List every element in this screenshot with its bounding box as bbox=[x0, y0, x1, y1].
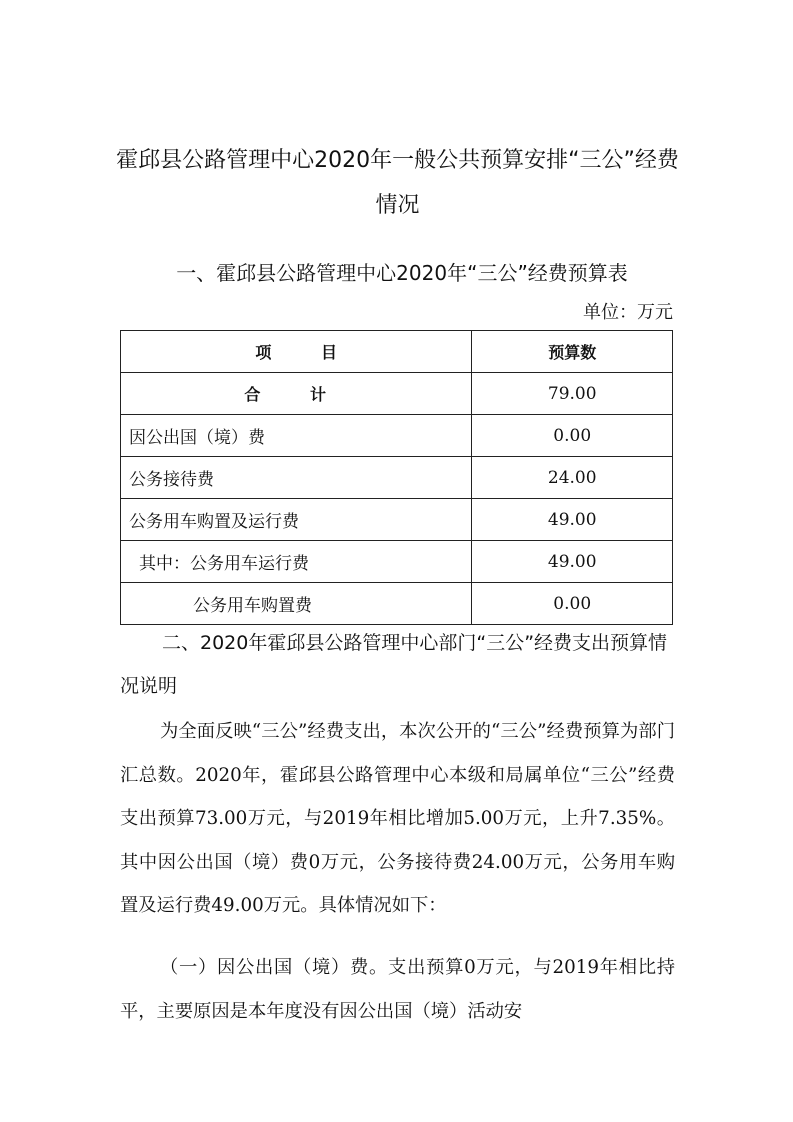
row-label: 公务接待费 bbox=[121, 457, 472, 499]
row-value: 49.00 bbox=[472, 499, 673, 541]
row-label: 其中：公务用车运行费 bbox=[121, 541, 472, 583]
table-row bbox=[121, 499, 673, 541]
total-value: 79.00 bbox=[472, 373, 673, 415]
section-heading-1: 一、霍邱县公路管理中心2020年“三公”经费预算表 bbox=[176, 261, 628, 285]
table-row-total bbox=[121, 373, 673, 415]
page-title: 霍邱县公路管理中心2020年一般公共预算安排“三公”经费情况 bbox=[116, 148, 679, 218]
row-label: 公务用车购置费 bbox=[121, 583, 472, 625]
table-row bbox=[121, 457, 673, 499]
budget-table bbox=[120, 330, 673, 625]
table-row bbox=[121, 583, 673, 625]
row-value: 0.00 bbox=[472, 583, 673, 625]
header-item: 项 目 bbox=[121, 331, 472, 373]
row-value: 24.00 bbox=[472, 457, 673, 499]
body-paragraph: 为全面反映“三公”经费支出，本次公开的“三公”经费预算为部门汇总数。2020年，霍邱县公路管理中心本级和局属单位“三公”经费支出预算73.00万元，与2019年相比增加5.00万元，上升7.35%。其中因公出国（境）费0万元，公务接待费24.00万元，公务用车购置及运行费49.00万元。具体情况如下： bbox=[120, 721, 675, 916]
table-header-row bbox=[121, 331, 673, 373]
row-label: 因公出国（境）费 bbox=[121, 415, 472, 457]
table-row bbox=[121, 415, 673, 457]
unit-label: 单位：万元 bbox=[583, 302, 673, 323]
row-value: 49.00 bbox=[472, 541, 673, 583]
total-label: 合 计 bbox=[121, 373, 472, 415]
table-row bbox=[121, 541, 673, 583]
row-value: 0.00 bbox=[472, 415, 673, 457]
body-paragraph: （一）因公出国（境）费。支出预算0万元，与2019年相比持平，主要原因是本年度没有因公出国（境）活动安 bbox=[120, 957, 675, 1022]
header-budget: 预算数 bbox=[472, 331, 673, 373]
row-label: 公务用车购置及运行费 bbox=[121, 499, 472, 541]
section-heading-2: 二、2020年霍邱县公路管理中心部门“三公”经费支出预算情况说明 bbox=[120, 632, 668, 697]
